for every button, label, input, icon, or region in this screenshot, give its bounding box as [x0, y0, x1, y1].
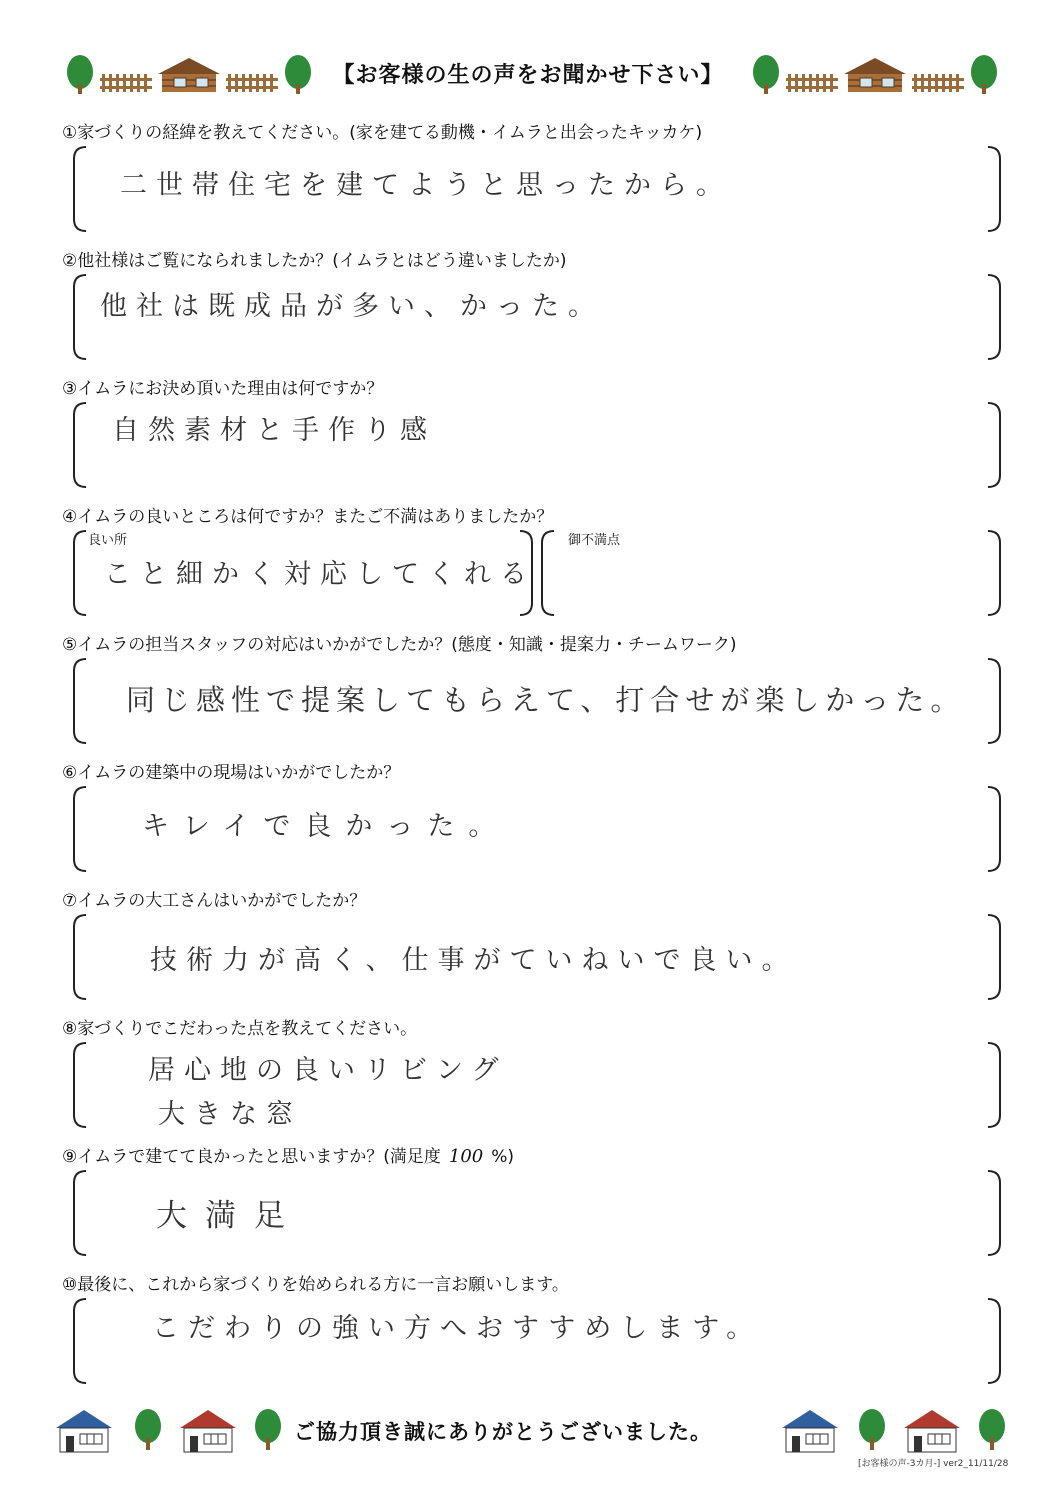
form-version: [お客様の声-3カ月-] ver2_11/11/28	[858, 1459, 1009, 1469]
question-10-label: ⑩最後に、これから家づくりを始められる方に一言お願いします。	[62, 1275, 569, 1295]
tree-icon	[971, 55, 997, 94]
tree-icon	[753, 55, 779, 94]
question-1-label: ①家づくりの経緯を教えてください。(家を建てる動機・イムラと出会ったキッカケ)	[62, 123, 703, 143]
answer-10: こだわりの強い方へおすすめします。	[152, 1313, 763, 1344]
tree-icon	[255, 1409, 281, 1450]
question-9-label-prefix: ⑨イムラで建てて良かったと思いますか？(満足度	[62, 1147, 441, 1167]
question-8-label: ⑧家づくりでこだわった点を教えてください。	[62, 1019, 418, 1039]
answer-8-line-2: 大きな窓	[158, 1099, 302, 1130]
log-house-icon	[844, 58, 906, 92]
house-icon	[782, 1410, 838, 1452]
fence-icon	[786, 74, 838, 92]
question-2-label: ②他社様はご覧になられましたか？(イムラとはどう違いましたか)	[62, 251, 567, 271]
tree-icon	[859, 1409, 885, 1450]
answer-8-line-1: 居心地の良いリビング	[148, 1055, 508, 1086]
fence-icon	[912, 74, 964, 92]
fence-icon	[100, 74, 152, 92]
answer-4-good: こと細かく対応してくれる	[104, 559, 536, 590]
answer-5: 同じ感性で提案してもらえて、打合せが楽しかった。	[126, 683, 966, 717]
question-5-label: ⑤イムラの担当スタッフの対応はいかがでしたか？(態度・知識・提案力・チームワーク)	[62, 635, 737, 655]
question-9-label-suffix: %)	[491, 1147, 515, 1167]
tree-icon	[979, 1409, 1005, 1450]
question-6-label: ⑥イムラの建築中の現場はいかがでしたか？	[62, 763, 401, 783]
fence-icon	[226, 74, 278, 92]
house-icon	[904, 1410, 960, 1452]
question-9-label	[62, 1142, 514, 1167]
answer-2: 他社は既成品が多い、かった。	[100, 291, 604, 322]
header-decoration-left	[62, 52, 318, 96]
answer-6: キレイで良かった。	[142, 811, 510, 842]
satisfaction-value: 100	[448, 1146, 484, 1167]
thank-you-message: ご協力頂き誠にありがとうございました。	[294, 1420, 712, 1444]
tree-icon	[285, 55, 311, 94]
question-4-label: ④イムラの良いところは何ですか？またご不満はありましたか？	[62, 507, 554, 527]
header	[0, 52, 1061, 104]
house-icon	[180, 1410, 236, 1452]
tree-icon	[67, 55, 93, 94]
answer-9: 大満足	[156, 1198, 303, 1234]
answer-7: 技術力が高く、仕事がていねいで良い。	[150, 945, 798, 976]
answer-1: 二世帯住宅を建てようと思ったから。	[120, 170, 732, 201]
answer-3: 自然素材と手作り感	[112, 415, 436, 446]
footer-decoration-left	[54, 1406, 290, 1454]
page-title: 【お客様の生の声をお聞かせ下さい】	[332, 63, 724, 88]
house-icon	[56, 1410, 112, 1452]
log-house-icon	[158, 58, 220, 92]
good-points-label: 良い所	[88, 533, 128, 548]
footer-decoration-right	[780, 1406, 1016, 1454]
complaints-label: 御不満点	[568, 533, 621, 548]
question-7-label: ⑦イムラの大工さんはいかがでしたか？	[62, 891, 367, 911]
tree-icon	[135, 1409, 161, 1450]
question-3-label: ③イムラにお決め頂いた理由は何ですか？	[62, 379, 384, 399]
header-decoration-right	[748, 52, 1004, 96]
